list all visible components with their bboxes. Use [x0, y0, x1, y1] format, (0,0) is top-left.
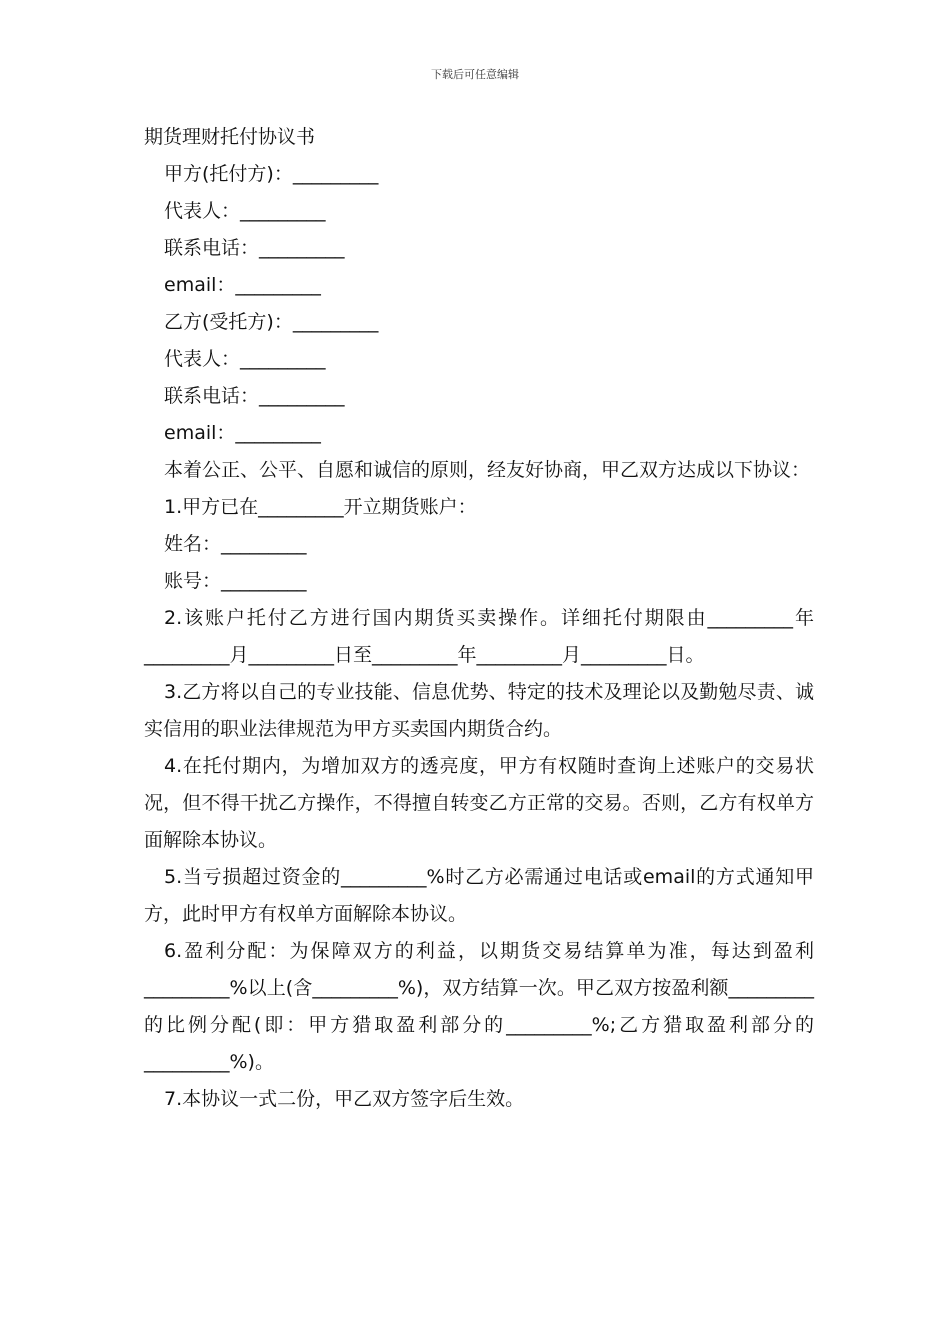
clause-1-name: 姓名：_________	[164, 533, 307, 555]
clause-2: 2.该账户托付乙方进行国内期货买卖操作。详细托付期限由_________年_________月_________日至_________年_________月_________日。	[144, 607, 814, 666]
party-b-representative: 代表人：_________	[164, 348, 326, 370]
party-b-phone: 联系电话：_________	[164, 385, 345, 407]
clause-1-account: 账号：_________	[164, 570, 307, 592]
clause-6: 6.盈利分配：为保障双方的利益，以期货交易结算单为准，每达到盈利_________%以上(含_________%)，双方结算一次。甲乙双方按盈利额_________的比例分配(即：甲方猎取盈利部分的_________%;乙方猎取盈利部分的_________%)。	[144, 940, 814, 1073]
party-a-email: email：_________	[164, 274, 321, 296]
clause-7: 7.本协议一式二份，甲乙双方签字后生效。	[164, 1088, 525, 1110]
party-a-phone: 联系电话：_________	[164, 237, 345, 259]
document-title: 期货理财托付协议书	[144, 126, 316, 148]
page-header-note: 下载后可任意编辑	[431, 68, 519, 81]
agreement-document	[144, 122, 814, 1118]
party-a-representative: 代表人：_________	[164, 200, 326, 222]
clause-3: 3.乙方将以自己的专业技能、信息优势、特定的技术及理论以及勤勉尽责、诚实信用的职业法律规范为甲方买卖国内期货合约。	[144, 681, 814, 740]
party-b-email: email：_________	[164, 422, 321, 444]
intro-paragraph: 本着公正、公平、自愿和诚信的原则，经友好协商，甲乙双方达成以下协议：	[164, 459, 811, 481]
party-a-label: 甲方(托付方)：_________	[164, 163, 379, 185]
clause-1: 1.甲方已在_________开立期货账户：	[164, 496, 477, 518]
party-b-label: 乙方(受托方)：_________	[164, 311, 379, 333]
clause-5: 5.当亏损超过资金的_________%时乙方必需通过电话或email的方式通知甲方，此时甲方有权单方面解除本协议。	[144, 866, 814, 925]
clause-4: 4.在托付期内，为增加双方的透亮度，甲方有权随时查询上述账户的交易状况，但不得干扰乙方操作，不得擅自转变乙方正常的交易。否则，乙方有权单方面解除本协议。	[144, 755, 814, 851]
